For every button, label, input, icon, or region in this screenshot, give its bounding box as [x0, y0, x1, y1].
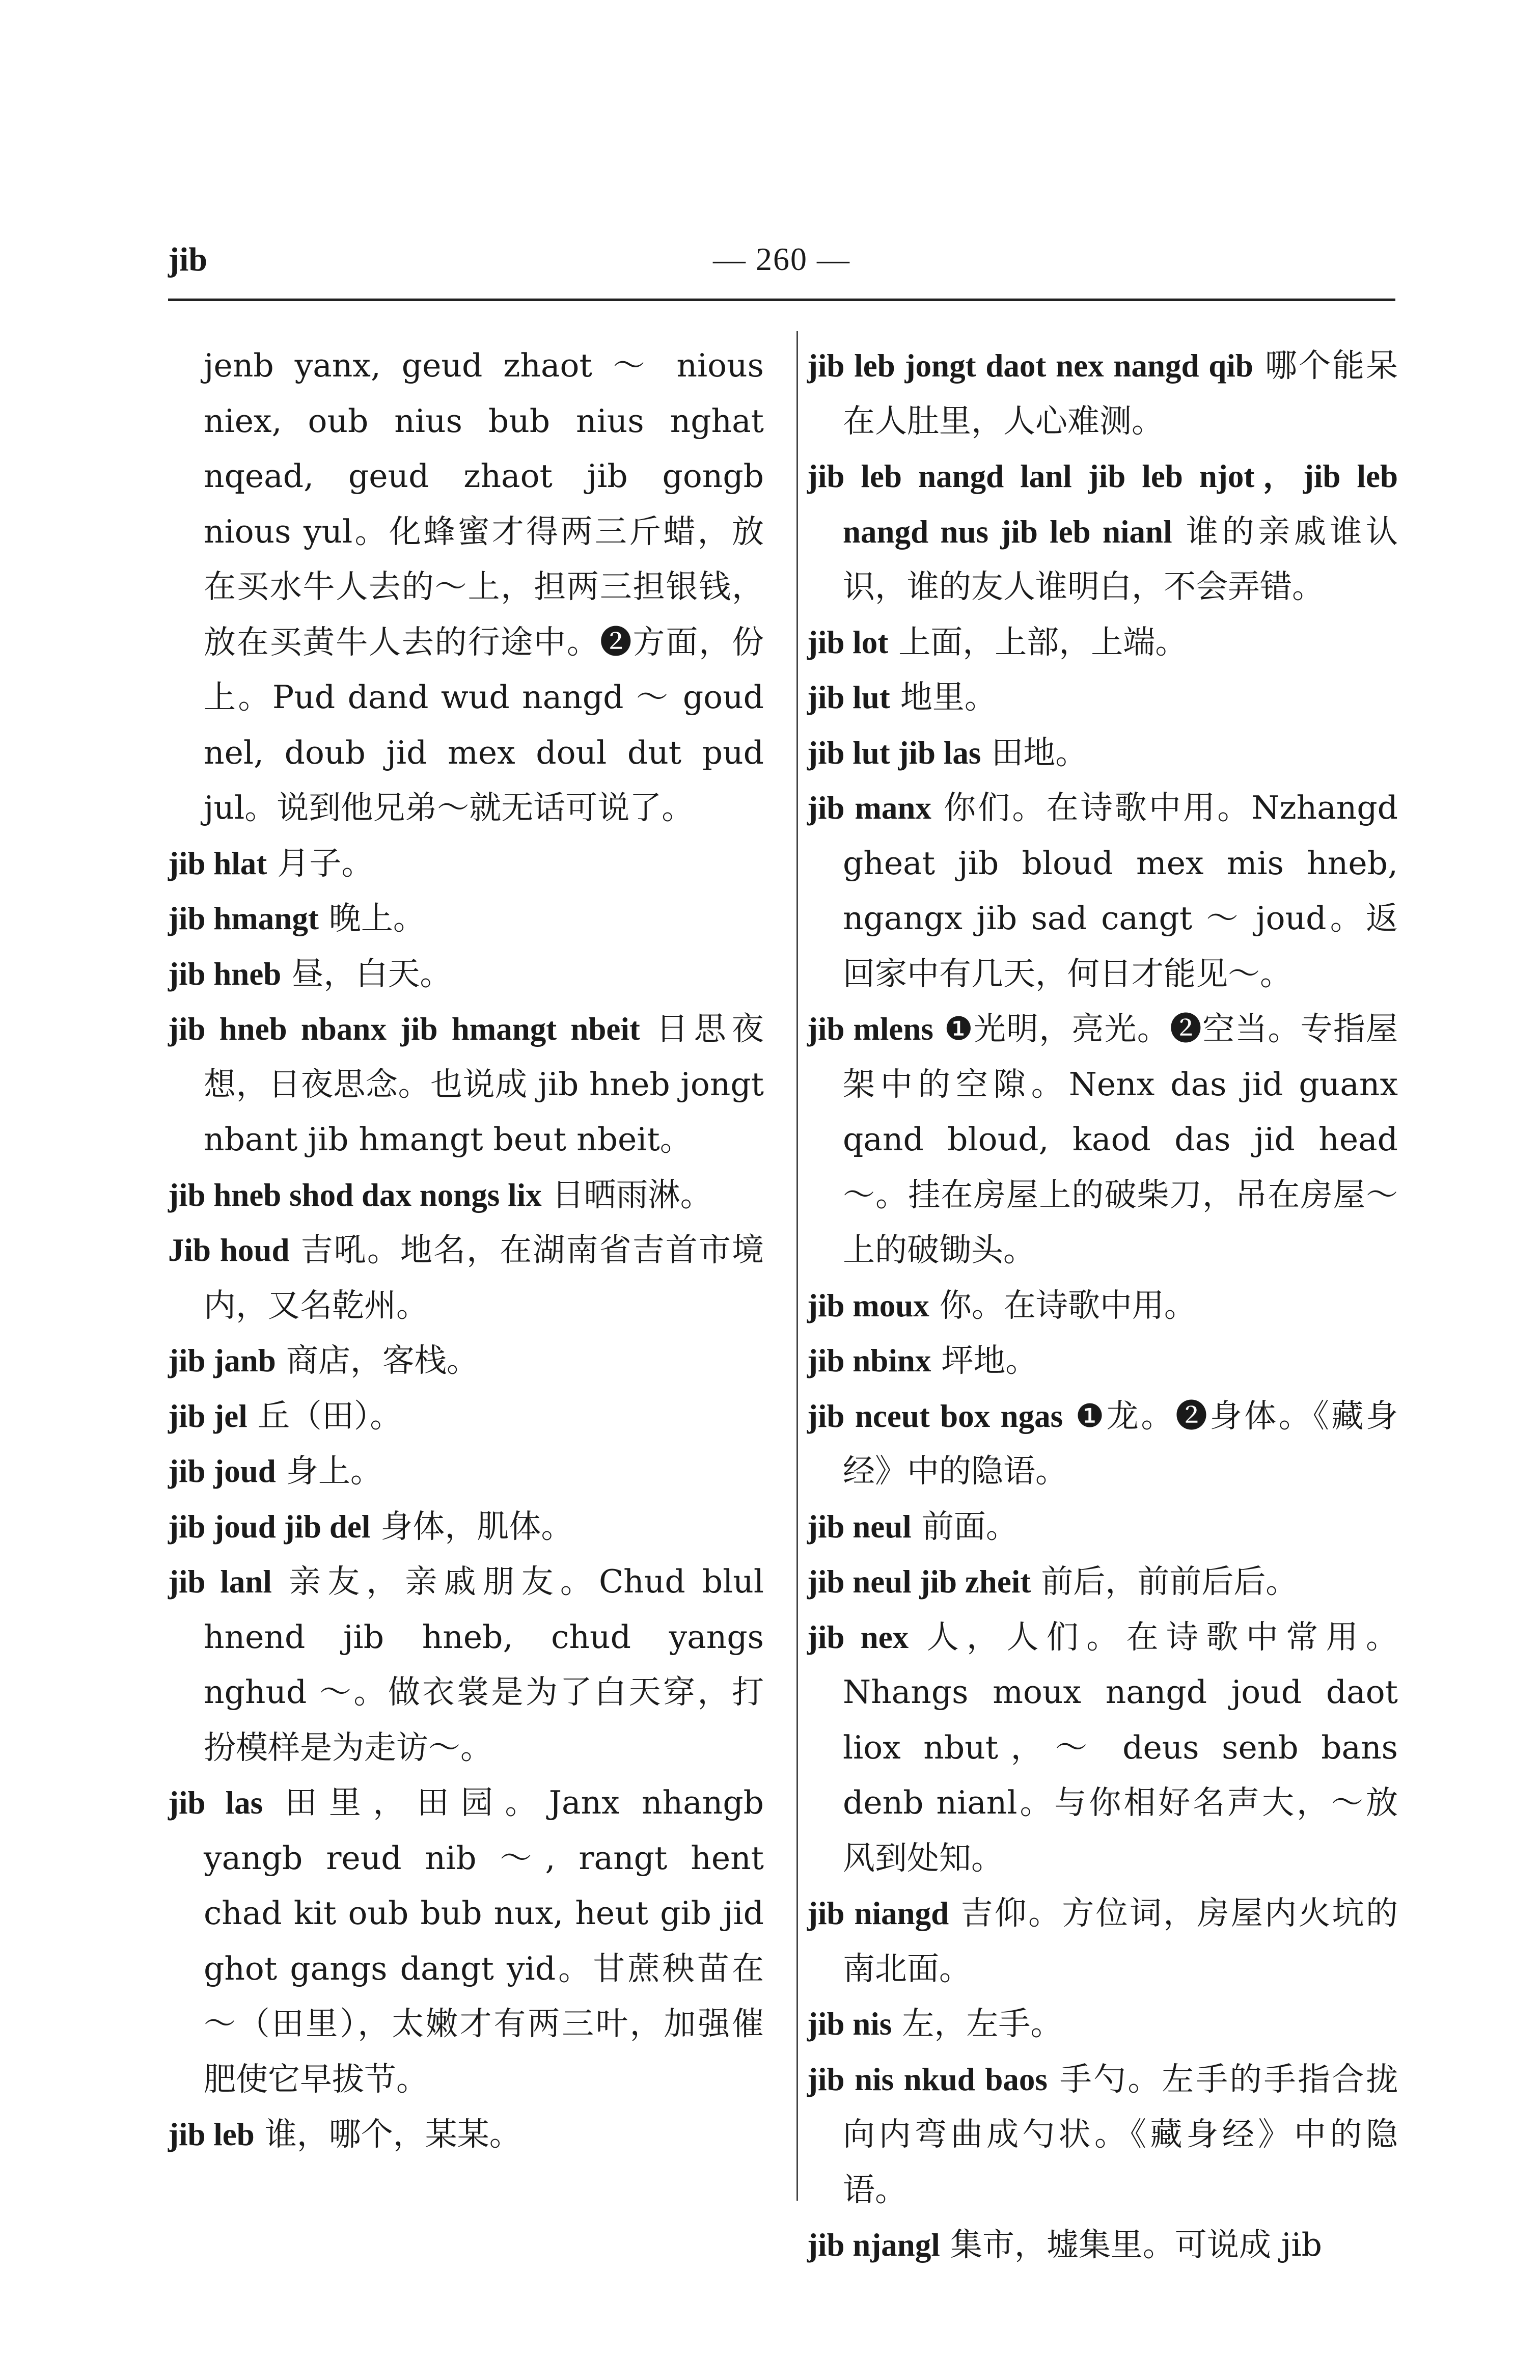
entry-definition: ❶龙。❷身体。《藏身经》中的隐语。: [843, 1397, 1398, 1490]
entry-definition: 手勺。左手的手指合拢向内弯曲成勺状。《藏身经》中的隐语。: [843, 2060, 1398, 2208]
dictionary-entry: [168, 1775, 775, 2107]
entry-definition: 晚上。: [328, 900, 425, 937]
entry-headword: jib joud jib del: [168, 1508, 371, 1545]
entry-definition: 日晒雨淋。: [552, 1176, 712, 1213]
entry-headword: jib joud: [168, 1453, 276, 1489]
entry-definition: 人，人们。在诗歌中常用。Nhangs moux nangd joud daot liox nbut，～ deus senb bans denb nianl。与你相好名声大，～放风到处知。: [843, 1618, 1409, 1877]
entry-definition: 地里。: [900, 679, 997, 716]
entry-headword: jib nis nkud baos: [807, 2061, 1048, 2097]
dictionary-entry: [168, 1389, 764, 1444]
dictionary-entry: [807, 2052, 1398, 2218]
entry-headword: Jib houd: [168, 1232, 290, 1268]
dictionary-entry: [168, 1499, 764, 1555]
entry-definition: 商店，客栈。: [286, 1342, 479, 1379]
dictionary-entry: [807, 2217, 1398, 2273]
dictionary-entry: [807, 725, 1398, 781]
entry-headword: jib mlens: [807, 1011, 933, 1047]
dictionary-entry: [168, 338, 775, 836]
entry-definition: 吉仰。方位词，房屋内火坑的南北面。: [843, 1895, 1398, 1987]
entry-definition: 身上。: [286, 1452, 382, 1490]
dictionary-entry: [168, 1333, 764, 1389]
entry-definition: 月子。: [277, 844, 374, 882]
entry-headword: jib hneb nbanx jib hmangt nbeit: [168, 1011, 640, 1047]
entry-headword: jib hneb: [168, 956, 282, 992]
dictionary-entry: [807, 1610, 1409, 1886]
dictionary-entry: [807, 1996, 1398, 2052]
entry-definition: ❶光明，亮光。❷空当。专指屋架中的空隙。Nenx das jid guanx qand bloud, kaod das jid head ～。挂在房屋上的破柴刀，吊在房屋～上的破锄头。: [843, 1010, 1409, 1268]
entry-definition: 谁，哪个，某某。: [264, 2116, 521, 2153]
dictionary-entry: [168, 891, 764, 946]
dictionary-entry: [168, 1168, 764, 1223]
entry-definition: 前面。: [921, 1507, 1018, 1545]
entry-definition: 前后，前前后后。: [1041, 1563, 1298, 1600]
entry-headword: jib njangl: [807, 2227, 940, 2263]
dictionary-entry: [807, 1554, 1398, 1610]
entry-headword: jib leb jongt daot nex nangd qib: [807, 348, 1253, 384]
entry-definition: 你们。在诗歌中用。Nzhangd gheat jib bloud mex mis hneb, ngangx jib sad cangt ～ joud。返回家中有几天，何日才能见～。: [843, 789, 1409, 992]
entry-headword: jib hlat: [168, 845, 267, 881]
entry-headword: jib leb nangd lanl jib leb njot，jib leb nangd nus jib leb nianl: [807, 458, 1398, 550]
entry-headword: jib lot: [807, 624, 889, 660]
dictionary-entry: [168, 1002, 775, 1168]
entry-headword: jib nbinx: [807, 1343, 931, 1378]
entry-headword: jib nis: [807, 2006, 892, 2042]
entry-headword: jib janb: [168, 1343, 276, 1378]
entry-definition: 吉吼。地名，在湖南省吉首市境内，又名乾州。: [204, 1231, 764, 1324]
column-divider: [796, 331, 798, 2201]
entry-headword: jib lut jib las: [807, 735, 981, 771]
entry-headword: jib niangd: [807, 1896, 949, 1931]
guide-word: jib: [168, 241, 208, 278]
dictionary-entry: [168, 1554, 775, 1775]
entry-headword: jib lut: [807, 680, 890, 715]
dictionary-entry: [807, 1499, 1398, 1555]
entry-headword: jib lanl: [168, 1564, 272, 1600]
dictionary-entry: [168, 946, 764, 1002]
entry-headword: jib manx: [807, 790, 931, 826]
page-header: [168, 240, 1395, 286]
entry-definition: 日思夜想，日夜思念。也说成 jib hneb jongt nbant jib hmangt beut nbeit。: [204, 1010, 775, 1158]
page-number: — 260 —: [713, 241, 850, 277]
entry-definition: 田里，田园。Janx nhangb yangb reud nib ～, rangt hent chad kit oub bub nux, heut gib jid ghot gangs dangt yid。甘蔗秧苗在～（田里），太嫩才有两三叶，加强催肥使它早拔节。: [204, 1784, 775, 2098]
entry-definition: 昼，白天。: [291, 955, 452, 992]
entry-headword: jib nex: [807, 1619, 909, 1655]
entry-headword: jib leb: [168, 2117, 255, 2152]
entry-headword: jib las: [168, 1785, 263, 1821]
entry-definition: 哪个能呆在人肚里，人心难测。: [843, 347, 1398, 440]
entry-headword: jib neul: [807, 1508, 912, 1545]
left-column: [168, 338, 775, 2162]
dictionary-entry: [807, 338, 1398, 449]
dictionary-entry: [807, 670, 1398, 725]
dictionary-entry: [807, 1278, 1398, 1334]
entry-definition: 丘（田）。: [257, 1397, 402, 1435]
entry-definition: 田地。: [991, 734, 1088, 771]
entry-definition: 你。在诗歌中用。: [939, 1286, 1196, 1324]
entry-definition: 坪地。: [941, 1342, 1038, 1379]
right-column: [807, 338, 1409, 2273]
entry-definition: 集市，墟集里。可说成 jib: [950, 2226, 1322, 2263]
dictionary-entry: [168, 836, 764, 891]
dictionary-entry: [807, 615, 1398, 670]
entry-headword: jib neul jib zheit: [807, 1564, 1031, 1600]
dictionary-entry: [807, 1389, 1398, 1499]
entry-headword: jib nceut box ngas: [807, 1398, 1063, 1434]
dictionary-entry: [168, 1223, 764, 1333]
entry-headword: jib moux: [807, 1287, 929, 1323]
entry-headword: jib hmangt: [168, 901, 319, 936]
entry-definition: 亲友，亲戚朋友。Chud blul hnend jib hneb, chud yangs nghud ～。做衣裳是为了白天穿，打扮模样是为走访～。: [204, 1563, 775, 1766]
entry-definition: 谁的亲戚谁认识，谁的友人谁明白，不会弄错。: [843, 512, 1398, 605]
entry-headword: jib jel: [168, 1398, 248, 1434]
dictionary-entry: [807, 1886, 1398, 1996]
entry-definition: 身体，肌体。: [380, 1507, 573, 1545]
entry-definition: 上面，上部，上端。: [898, 623, 1188, 661]
dictionary-entry: [807, 1002, 1409, 1278]
entry-headword: jib hneb shod dax nongs lix: [168, 1177, 542, 1213]
dictionary-entry: [807, 449, 1398, 615]
entry-definition: 左，左手。: [902, 2005, 1063, 2042]
dictionary-entry: [168, 2107, 764, 2162]
dictionary-entry: [807, 780, 1409, 1002]
dictionary-entry: [168, 1444, 764, 1499]
dictionary-entry: [807, 1333, 1398, 1389]
entry-definition: jenb yanx, geud zhaot ～ nious niex, oub nius bub nius nghat nqead, geud zhaot jib gongb nious yul。化蜂蜜才得两三斤蜡，放在买水牛人去的～上，担两三担银钱，放在买黄牛人去的行途中。❷方面，份上。Pud dand wud nangd ～ goud nel, doub jid mex doul dut pud jul。说到他兄弟～就无话可说了。: [204, 347, 775, 826]
header-rule: [168, 299, 1395, 301]
